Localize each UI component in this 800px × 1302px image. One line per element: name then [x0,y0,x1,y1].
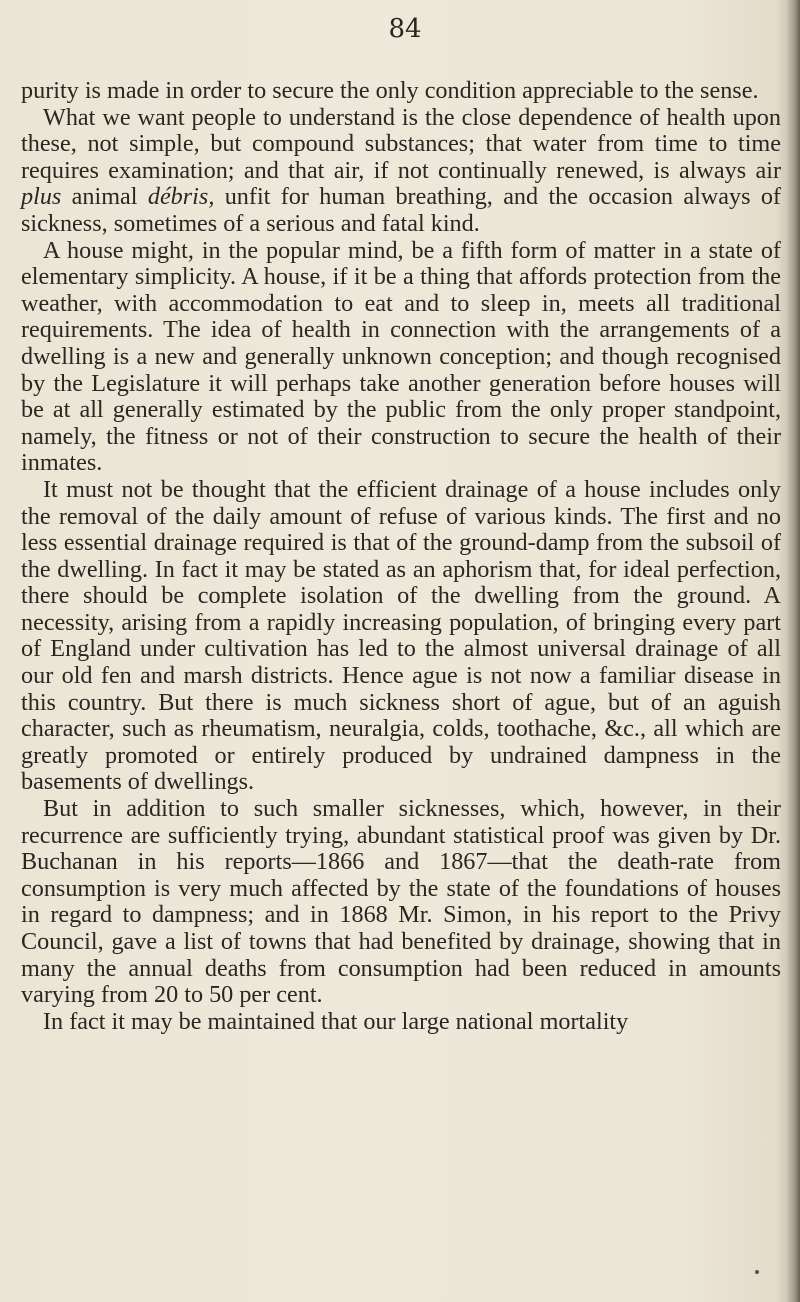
page-number: 84 [388,14,422,44]
body-text [21,78,781,1035]
paragraph-1: purity is made in order to secure the only condition appreciable to the sense. [21,77,759,104]
paragraph-2-text-c: unfit for human breathing, and the occasion always of sickness, sometimes of a serious and fatal kind. [21,183,781,237]
page-edge-shadow [786,0,800,1302]
paragraph-4: It must not be thought that the efficient drainage of a house includes only the removal of the daily amount of refuse of various kinds. The first and no less essential drainage required is that of the ground-damp from the subsoil of the dwelling. In fact it may be stated as an aphorism that, for ideal perfection, there should be complete isolation of the dwelling from the ground. A necessity, arising from a rapidly increasing population, of bringing every part of England under cultivation has led to the almost universal drainage of all our old fen and marsh districts. Hence ague is not now a familiar disease in this country. But there is much sickness short of ague, but of an aguish character, such as rheumatism, neuralgia, colds, toothache, &c., all which are greatly promoted or entirely produced by undrained dampness in the basements of dwellings. [21,475,781,796]
paragraph-2 [21,105,781,238]
paragraph-2-text-b: animal [61,183,148,211]
paragraph-2-text-a: What we want people to understand is the close dependence of health upon these, not simple, but compound substances; that water from time to time requires examination; and that air, if not continually renewed, is always air [21,103,781,184]
italic-debris: débris, [147,183,215,211]
ink-speck [755,1270,759,1274]
paragraph-3: A house might, in the popular mind, be a fifth form of matter in a state of elementary simplicity. A house, if it be a thing that affords protection from the weather, with accommodation to eat and to sleep in, meets all traditional requirements. The idea of health in connection with the arrangements of a dwelling is a new and generally unknown conception; and though recognised by the Legislature it will perhaps take another generation before houses will be at all generally estimated by the public from the only proper standpoint, namely, the fitness or not of their construction to secure the health of their inmates. [21,236,781,477]
paragraph-5: But in addition to such smaller sicknesses, which, however, in their recurrence are sufficiently trying, abundant statistical proof was given by Dr. Buchanan in his reports—1866 and 1867—that the death-rate from consumption is very much affected by the state of the foundations of houses in regard to dampness; and in 1868 Mr. Simon, in his report to the Privy Council, gave a list of towns that had benefited by drainage, showing that in many the annual deaths from consumption had been reduced in amounts varying from 20 to 50 per cent. [21,795,781,1009]
paragraph-6: In fact it may be maintained that our large national mortality [43,1007,629,1035]
italic-plus: plus [21,183,62,211]
